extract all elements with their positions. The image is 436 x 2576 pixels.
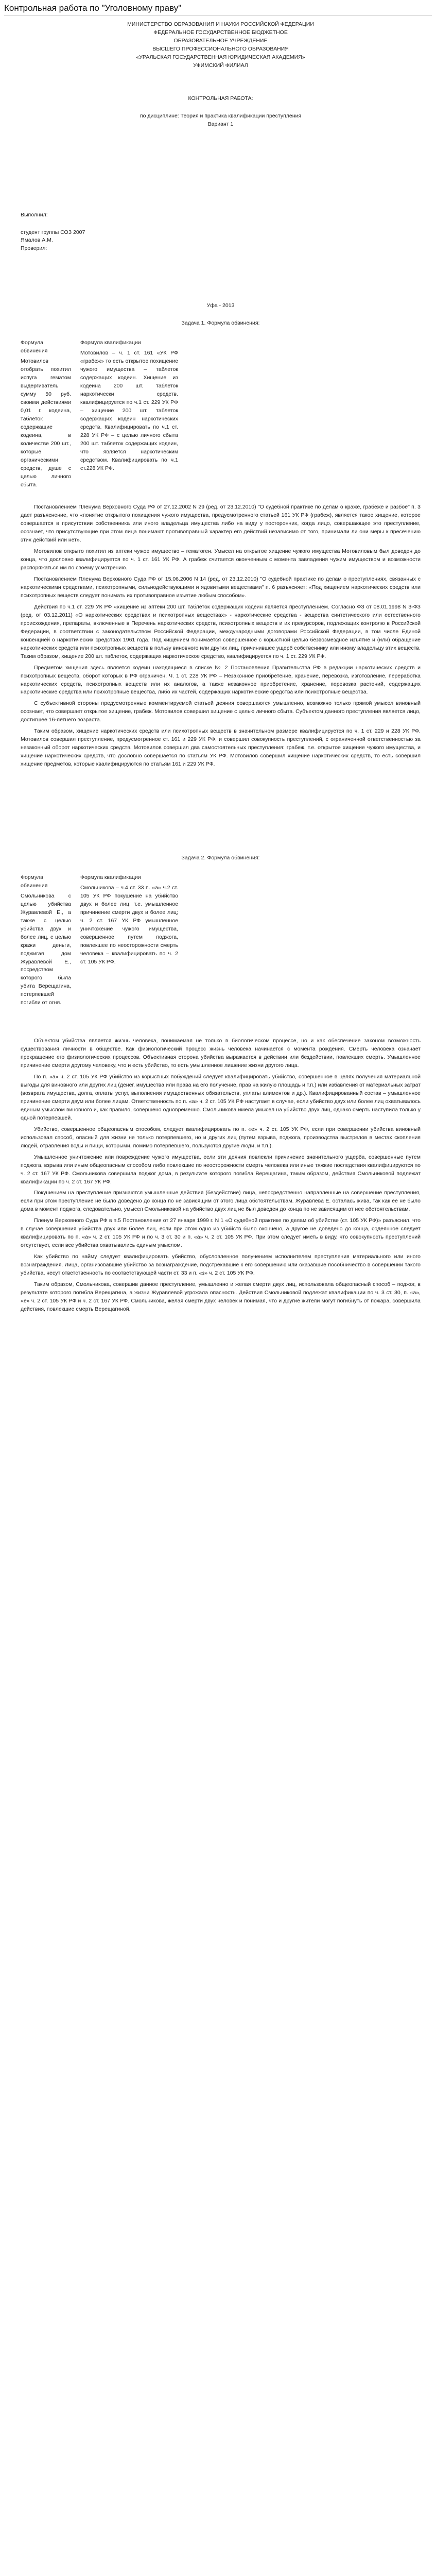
- paragraph: Таким образом, хищение наркотических средств или психотропных веществ в значительном размере квалифицируется по ч. 1 ст. 229 и 228 УК РФ. Мотовилов совершил преступление, предусмотренное ст. 161 и 229 УК РФ, и совершил совокупность преступлений, с ограниченной ответственностью за незаконный оборот наркотических средств. Мотовилов совершил два самостоятельных преступления: грабеж, т.е. открытое хищение чужого имущества, и хищение наркотических средств, что дословно совершается по статьям УК РФ. Мотовилов совершил хищение наркотических средств, то есть совершил хищение предметов, которые квалифицируются по статьям 161 и 229 УК РФ.: [21, 728, 421, 768]
- column-header: Формула квалификации: [80, 340, 141, 346]
- header-line: УФИМСКИЙ ФИЛИАЛ: [193, 62, 248, 69]
- column-header: Формула обвинения: [21, 874, 48, 889]
- signature-line: Ямалов А.М.: [21, 237, 53, 244]
- signature-line: Выполнил:: [21, 211, 48, 218]
- column-header: Формула обвинения: [21, 340, 48, 354]
- paragraph: Покушением на преступление признаются умышленные действия (бездействие) лица, непосредственно направленные на совершение преступления, если при этом преступление не было доведено до конца по не зависящим от этого лица обстоятельствам. Журавлева Е. осталась жива, так как ее не было дома в момент поджога, следовательно, умысел Смольниковой на убийство двух лиц не был доведен до конца по не зависящим от нее обстоятельствам.: [21, 1190, 421, 1213]
- task2-accusation-column: [21, 874, 71, 1007]
- city-year: Уфа - 2013: [206, 302, 235, 309]
- header-line: ФЕДЕРАЛЬНОЕ ГОСУДАРСТВЕННОЕ БЮДЖЕТНОЕ: [153, 29, 288, 36]
- paragraph: По п. «а» ч. 2 ст. 105 УК РФ убийство из корыстных побуждений следует квалифицировать убийство, совершенное в целях получения материальной выгоды для виновного или других лиц (денег, имущества или права на его получение, прав на жилую площадь и т.п.) или избавления от материальных затрат (возврата имущества, долга, оплаты услуг, выполнения имущественных обязательств, уплаты алиментов и др.). Квалифицированный состав – умышленное причинение смерти двум или более лицам. Ответственность по п. «а» ч. 2 ст. 105 УК РФ наступает в случае, если убийство двух или более лиц охватывалось единым умыслом виновного и, как правило, совершено одновременно. Смольникова имела умысел на убийство двух лиц, однако смерть наступила только у одной потерпевшей.: [21, 1074, 421, 1121]
- paragraph: Объектом убийства является жизнь человека, понимаемая не только в биологическом процессе, но и как обеспечение законом возможность существования личности в обществе. Как физиологический процесс жизнь человека начинается с момента рождения. Смерть человека означает прекращение его физиологических процессов. Объективная сторона убийства выражается в действии или бездействии, повлекших смерть. Умышленное причинение смерти другому человеку, что и есть убийство, то есть умышленное лишение жизни другого лица.: [21, 1038, 421, 1069]
- header-line: ВЫСШЕГО ПРОФЕССИОНАЛЬНОГО ОБРАЗОВАНИЯ: [152, 45, 289, 52]
- task1-accusation-column: [21, 339, 71, 489]
- institution-header: [21, 21, 421, 70]
- column-header: Формула квалификации: [80, 874, 141, 880]
- work-title: КОНТРОЛЬНАЯ РАБОТА:: [188, 95, 253, 101]
- paragraph: С субъективной стороны предусмотренные комментируемой статьей деяния совершаются умышленно, возможно только прямой умысел виновный осознает, что совершает открытое хищение, грабеж. Мотовилов совершил хищение с целью личного сбыта. Субъектом данного преступления является лицо, достигшее 16-летнего возраста.: [21, 700, 421, 723]
- task2-heading: Задача 2. Формула обвинения:: [181, 855, 260, 861]
- column-text: Смольникова – ч.4 ст. 33 п. «а» ч.2 ст. 105 УК РФ покушение на убийство двух и более лиц, т.е. умышленное причинение смерти двух и более лиц; ч. 2 ст. 167 УК РФ умышленное уничтожение чужого имущества, совершенное путем поджога, повлекшее по неосторожности смерть человека – квалифицировать по ч. 2 ст. 105 УК РФ.: [80, 884, 178, 965]
- paragraph: Постановлением Пленума Верховного Суда РФ от 27.12.2002 N 29 (ред. от 23.12.2010) "О судебной практике по делам о краже, грабеже и разбое" п. 3 дает разъяснение, что «понятие открытого похищения чужого имущества, предусмотренного статьей 161 УК РФ (грабеж), является такое хищение, которое совершается в присутствии собственника или иного владельца имущества либо на виду у посторонних, когда лицо, совершающее это преступление, осознает, что присутствующие при этом лица понимают противоправный характер его действий независимо от того, принимали ли они меры к пресечению этих действий или нет».: [21, 504, 421, 544]
- signature-block: [21, 211, 421, 253]
- column-text: Мотовилов отобрать похитил испуга гематом выдергиватель сумму 50 руб. своими действиями 0,01 г. кодеина, таблеток содержащие кодеина, в количестве 200 шт., которые органическими средств, душе с целью личного сбыта.: [21, 358, 71, 488]
- column-text: Мотовилов – ч. 1 ст. 161 «УК РФ «грабеж» то есть открытое похищение чужого имущества – таблеток содержащих кодеин. Хищение из кодеина 200 шт. таблеток наркотически средств. квалифицируется по ч.1 ст. 229 УК РФ – хищение 200 шт. таблеток содержащих кодеин наркотических средств. Квалифицировать по ч.1 ст. 228 УК РФ – с целью личного сбыта 200 шт. таблеток содержащих кодеин, что является наркотическим средством. Квалифицировать по ч.1 ст.228 УК РФ.: [80, 350, 178, 471]
- paragraph: Таким образом, Смольникова, совершив данное преступление, умышленно и желая смерти двух лиц, использовала общеопасный способ – поджог, в результате которого погибла Верещагина, а жизни Журавлевой угрожала опасность. Действия Смольниковой подлежат квалификации по ч. 3 ст. 30, п. «а», «е» ч. 2 ст. 105 УК РФ и ч. 2 ст. 167 УК РФ. Смольникова, желая смерти двух человек и понимая, что и другие жители могут погибнуть от пожара, совершила действия, повлекшие смерть Верещагиной.: [21, 1281, 421, 1312]
- task1-qualification-column: [80, 339, 178, 489]
- paragraph: Пленум Верховного Суда РФ в п.5 Постановления от 27 января 1999 г. N 1 «О судебной практике по делам об убийстве (ст. 105 УК РФ)» разъяснил, что в случае совершения убийства двух или более лиц, если при этом одно из убийств было окончено, а другое не доведено до конца, содеянное следует квалифицировать по п. «а» ч. 2 ст. 105 УК РФ и по ч. 3 ст. 30 и п. «а» ч. 2 ст. 105 УК РФ. При этом следует иметь в виду, что совокупность преступлений отсутствует, если все убийства охватывались единым умыслом.: [21, 1217, 421, 1249]
- paragraph: Постановлением Пленума Верховного Суда РФ от 15.06.2006 N 14 (ред. от 23.12.2010) "О судебной практике по делам о преступлениях, связанных с наркотическими средствами, психотропными, сильнодействующими и ядовитыми веществами" п. 6 разъясняет: «Под хищением наркотических средств или психотропных веществ следует понимать их противоправное изъятие любым способом».: [21, 576, 421, 599]
- work-discipline: по дисциплине: Теория и практика квалификации преступления: [139, 112, 302, 119]
- header-line: «УРАЛЬСКАЯ ГОСУДАРСТВЕННАЯ ЮРИДИЧЕСКАЯ АКАДЕМИЯ»: [136, 54, 305, 60]
- paragraph: Предметом хищения здесь является кодеин находящиеся в списке № 2 Постановления Правительства РФ в редакции наркотических средств и психотропных веществ, оборот которых в РФ ограничен. Ч. 1 ст. 228 УК РФ – Незаконное приобретение, хранение, перевозка, изготовление, переработка наркотических средств, психотропных веществ или их аналогов, а также незаконное приобретение, хранение, перевозка растений, содержащих наркотические средства или психотропные вещества, либо их частей, содержащих наркотические средства или психотропные вещества.: [21, 664, 421, 696]
- task1-formula: [21, 339, 421, 489]
- task2-formula: [21, 874, 421, 1007]
- title-divider: [4, 15, 432, 16]
- paragraph: Убийство, совершенное общеопасным способом, следует квалифицировать по п. «е» ч. 2 ст. 105 УК РФ, если при совершении убийства виновный использовал способ, опасный для жизни не только потерпевшего, но и других лиц (путем взрыва, поджога, производства выстрелов в местах скопления людей, отравления воды и пищи, которыми, помимо потерпевшего, пользуются другие люди, и т.п.).: [21, 1126, 421, 1149]
- header-line: ОБРАЗОВАТЕЛЬНОЕ УЧРЕЖДЕНИЕ: [173, 37, 268, 44]
- signature-line: Проверил:: [21, 245, 47, 252]
- paragraph: Мотовилов открыто похитил из аптеки чужое имущество – гематоген. Умысел на открытое хищение чужого имущества Мотовиловым был доведен до конца, что дословно квалифицируется по ч. 1 ст. 161 УК РФ. А грабеж считается оконченным с момента завладения чужим имуществом и возможности распоряжаться им по своему усмотрению.: [21, 548, 421, 571]
- paragraph: Действия по ч.1 ст. 229 УК РФ «хищение из аптеки 200 шт. таблеток содержащих кодеин является преступлением. Согласно ФЗ от 08.01.1998 N 3-ФЗ (ред. от 03.12.2011) «О наркотических средствах и психотропных веществах» - наркотические средства - вещества синтетического или естественного происхождения, препараты, включенные в Перечень наркотических средств, психотропных веществ и их прекурсоров, подлежащих контролю в Российской Федерации, в соответствии с законодательством Российской Федерации, международными договорами Российской Федерации, в том числе Единой конвенцией о наркотических средствах 1961 года. Под хищением понимается совершенное с корыстной целью безвозмездное изъятие и (или) обращение наркотических средств или психотропных веществ в пользу виновного или других лиц, причинившее ущерб собственнику или иному владельцу этих веществ. Таким образом, хищение 200 шт. таблеток, содержащих наркотическое средство, квалифицируется по ч. 1 ст. 229 УК РФ.: [21, 603, 421, 659]
- document-body: [21, 21, 421, 1317]
- task1-heading: Задача 1. Формула обвинения:: [181, 320, 260, 327]
- work-variant: Вариант 1: [207, 121, 234, 127]
- signature-line: студент группы СОЗ 2007: [21, 229, 85, 235]
- page-title: Контрольная работа по "Уголовному праву": [4, 3, 182, 13]
- paragraph: Умышленное уничтожение или повреждение чужого имущества, если эти деяния повлекли причинение значительного ущерба, совершенные путем поджога, взрыва или иным общеопасным способом либо повлекшие по неосторожности смерть человека или иные тяжкие последствия квалифицируются по ч. 2 ст. 167 УК РФ. Смольникова совершила поджог дома, в результате которого погибла Верещагина, таким образом, действия Смольниковой подлежат квалификации по ч. 2 ст. 167 УК РФ.: [21, 1154, 421, 1185]
- column-text: Смольникова с целью убийства Журавлевой Е., а также с целью убийства двух и более лиц, с целью кражи деньги, поджигая дом Журавлевой Е., посредством которого была убита Верещагина, потерпевшей погибли от огня.: [21, 892, 71, 1006]
- task2-qualification-column: [80, 874, 178, 1007]
- header-line: МИНИСТЕРСТВО ОБРАЗОВАНИЯ И НАУКИ РОССИЙСКОЙ ФЕДЕРАЦИИ: [127, 21, 314, 27]
- task1-analysis: [21, 503, 421, 769]
- task2-analysis: [21, 1037, 421, 1314]
- paragraph: Как убийство по найму следует квалифицировать убийство, обусловленное получением исполнителем преступления материального или иного вознаграждения. Лица, организовавшие убийство за вознаграждение, подстрекавшие к его совершению или оказавшие пособничество в совершении такого убийства, несут ответственность по соответствующей части ст. 33 и п. «з» ч. 2 ст. 105 УК РФ.: [21, 1253, 421, 1277]
